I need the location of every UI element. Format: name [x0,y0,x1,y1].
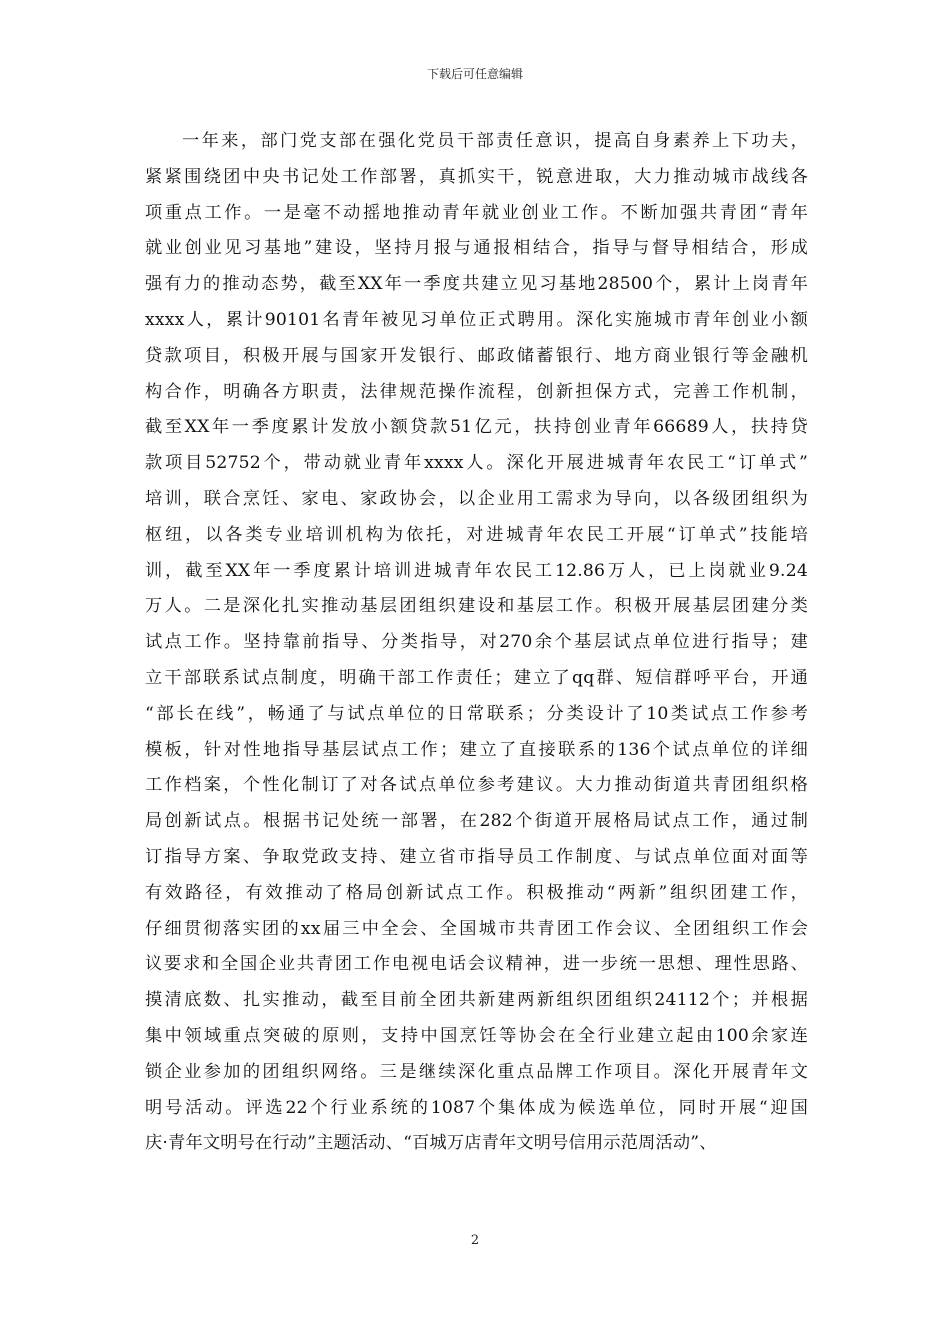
text-line: 庆·青年文明号在行动”主题活动、“百城万店青年文明号信用示范周活动”、 [145,1133,717,1154]
text-line: 仔细贯彻落实团的xx届三中全会、全国城市共青团工作会议、全团组织工作会 [145,918,808,939]
text-line: 训，截至XX年一季度累计培训进城青年农民工12.86万人，已上岗就业9.24 [145,560,808,581]
text-line: 明号活动。评选22个行业系统的1087个集体成为候选单位，同时开展“迎国 [145,1097,808,1118]
text-line: 一年来，部门党支部在强化党员干部责任意识，提高自身素养上下功夫， [182,131,808,151]
text-line: 议要求和全国企业共青团工作电视电话会议精神，进一步统一思想、理性思路、 [145,954,808,975]
text-line: “部长在线”，畅通了与试点单位的日常联系；分类设计了10类试点工作参考 [145,703,808,724]
page-header: 下载后可任意编辑 [426,67,523,81]
text-line: xxxx人，累计90101名青年被见习单位正式聘用。深化实施城市青年创业小额 [145,309,808,330]
page-number: 2 [470,1233,480,1248]
text-line: 枢纽，以各类专业培训机构为依托，对进城青年农民工开展“订单式”技能培 [145,524,808,545]
text-line: 强有力的推动态势，截至XX年一季度共建立见习基地28500个，累计上岗青年 [145,274,808,295]
text-line: 万人。二是深化扎实推动基层团组织建设和基层工作。积极开展基层团建分类 [145,596,808,617]
text-line: 就业创业见习基地”建设，坚持月报与通报相结合，指导与督导相结合，形成 [145,238,808,259]
body-text [145,124,808,1162]
text-line: 工作档案，个性化制订了对各试点单位参考建议。大力推动街道共青团组织格 [145,775,808,796]
text-line: 项重点工作。一是毫不动摇地推动青年就业创业工作。不断加强共青团“青年 [145,202,808,223]
text-line: 集中领域重点突破的原则，支持中国烹饪等协会在全行业建立起由100余家连 [145,1025,808,1046]
text-line: 款项目52752个，带动就业青年xxxx人。深化开展进城青年农民工“订单式” [145,453,808,474]
text-line: 紧紧围绕团中央书记处工作部署，真抓实干，锐意进取，大力推动城市战线各 [145,166,808,187]
text-line: 有效路径，有效推动了格局创新试点工作。积极推动“两新”组织团建工作， [145,882,808,903]
text-line: 培训，联合烹饪、家电、家政协会，以企业用工需求为导向，以各级团组织为 [145,488,808,509]
text-line: 立干部联系试点制度，明确干部工作责任；建立了qq群、短信群呼平台，开通 [145,667,808,688]
text-line: 摸清底数、扎实推动，截至目前全团共新建两新组织团组织24112个；并根据 [145,990,808,1011]
text-line: 贷款项目，积极开展与国家开发银行、邮政储蓄银行、地方商业银行等金融机 [145,345,808,366]
text-line: 锁企业参加的团组织网络。三是继续深化重点品牌工作项目。深化开展青年文 [145,1061,808,1082]
text-line: 试点工作。坚持靠前指导、分类指导，对270余个基层试点单位进行指导；建 [145,632,808,653]
text-line: 构合作，明确各方职责，法律规范操作流程，创新担保方式，完善工作机制， [145,381,808,402]
text-line: 截至XX年一季度累计发放小额贷款51亿元，扶持创业青年66689人，扶持贷 [145,417,808,438]
text-line: 订指导方案、争取党政支持、建立省市指导员工作制度、与试点单位面对面等 [145,846,808,867]
text-line: 模板，针对性地指导基层试点工作；建立了直接联系的136个试点单位的详细 [145,739,808,760]
text-line: 局创新试点。根据书记处统一部署，在282个街道开展格局试点工作，通过制 [145,811,808,832]
